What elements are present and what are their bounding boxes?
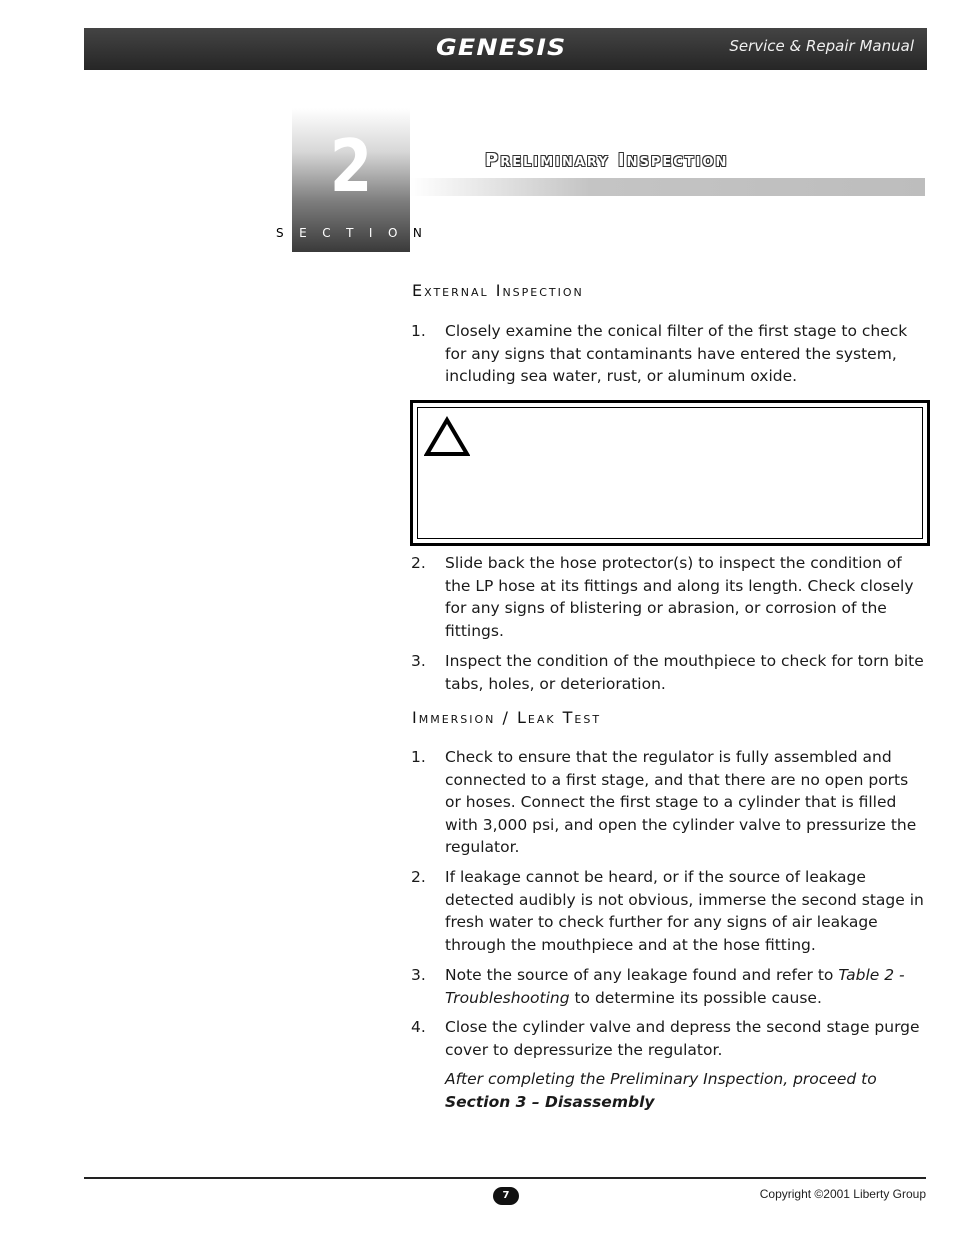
list-item: [411, 650, 926, 695]
list-item-text-before: Note the source of any leakage found and refer to: [445, 966, 839, 984]
list-item-number: 1.: [411, 322, 426, 340]
table-reference-link: Table 2 - Troubleshooting: [445, 966, 905, 1007]
section-number: 2: [329, 124, 373, 208]
list-item-text: Slide back the hose protector(s) to inspect the condition of the LP hose at its fittings and along its length. Check closely for any signs of blistering or abrasion, or corrosion of the fittings.: [445, 554, 914, 640]
list-item-text: [445, 964, 926, 1009]
list-item-number: 2.: [411, 868, 426, 886]
warning-box: [410, 400, 930, 546]
section-word-first: S: [276, 226, 300, 240]
immersion-leak-test-heading: Immersion / Leak Test: [412, 708, 602, 727]
list-item: [411, 866, 926, 956]
list-item-number: 3.: [411, 966, 426, 984]
list-item-text-after: to determine its possible cause.: [569, 988, 822, 1007]
section-word: [276, 226, 437, 240]
list-item-number: 1.: [411, 748, 426, 766]
warning-box-inner: [417, 407, 923, 539]
list-item-text: Check to ensure that the regulator is fully assembled and connected to a first stage, and that there are no open ports or hoses. Connect the first stage to a cylinder that is filled with 3,000 psi, and open the cylinder valve to pressurize the regulator.: [445, 748, 917, 856]
list-item-text: Inspect the condition of the mouthpiece to check for torn bite tabs, holes, or deterioration.: [445, 652, 924, 693]
list-item: [411, 964, 926, 1009]
proceed-note: [445, 1068, 925, 1113]
section-word-last: N: [412, 226, 438, 240]
section-title: Preliminary Inspection: [485, 150, 729, 171]
proceed-note-text: After completing the Preliminary Inspection, proceed to: [445, 1070, 877, 1088]
copyright-text: Copyright ©2001 Liberty Group: [759, 1187, 926, 1201]
header-bar: [84, 28, 927, 70]
proceed-note-section-reference: Section 3 – Disassembly: [445, 1092, 655, 1111]
list-item: [411, 552, 926, 642]
external-inspection-heading: External Inspection: [412, 281, 584, 300]
list-item: [411, 1016, 926, 1061]
page-number-badge: 7: [493, 1187, 519, 1205]
warning-triangle-icon: [424, 416, 470, 458]
list-item: [411, 320, 926, 388]
list-item-number: 4.: [411, 1018, 426, 1036]
list-item-number: 3.: [411, 652, 426, 670]
list-item-text: Close the cylinder valve and depress the second stage purge cover to depressurize the regulator.: [445, 1018, 920, 1059]
brand-logo: GENESIS: [436, 36, 567, 61]
title-underline: [410, 178, 925, 196]
manual-title: Service & Repair Manual: [729, 37, 914, 55]
list-item: [411, 746, 926, 859]
footer-rule: [84, 1177, 926, 1179]
list-item-number: 2.: [411, 554, 426, 572]
section-word-middle: ECTIO: [299, 226, 413, 240]
list-item-text: Closely examine the conical filter of the first stage to check for any signs that contaminants have entered the system, including sea water, rust, or aluminum oxide.: [445, 322, 908, 385]
list-item-text: If leakage cannot be heard, or if the source of leakage detected audibly is not obvious, immerse the second stage in fresh water to check further for any signs of air leakage through the mouthpiece and at the hose fitting.: [445, 868, 924, 954]
